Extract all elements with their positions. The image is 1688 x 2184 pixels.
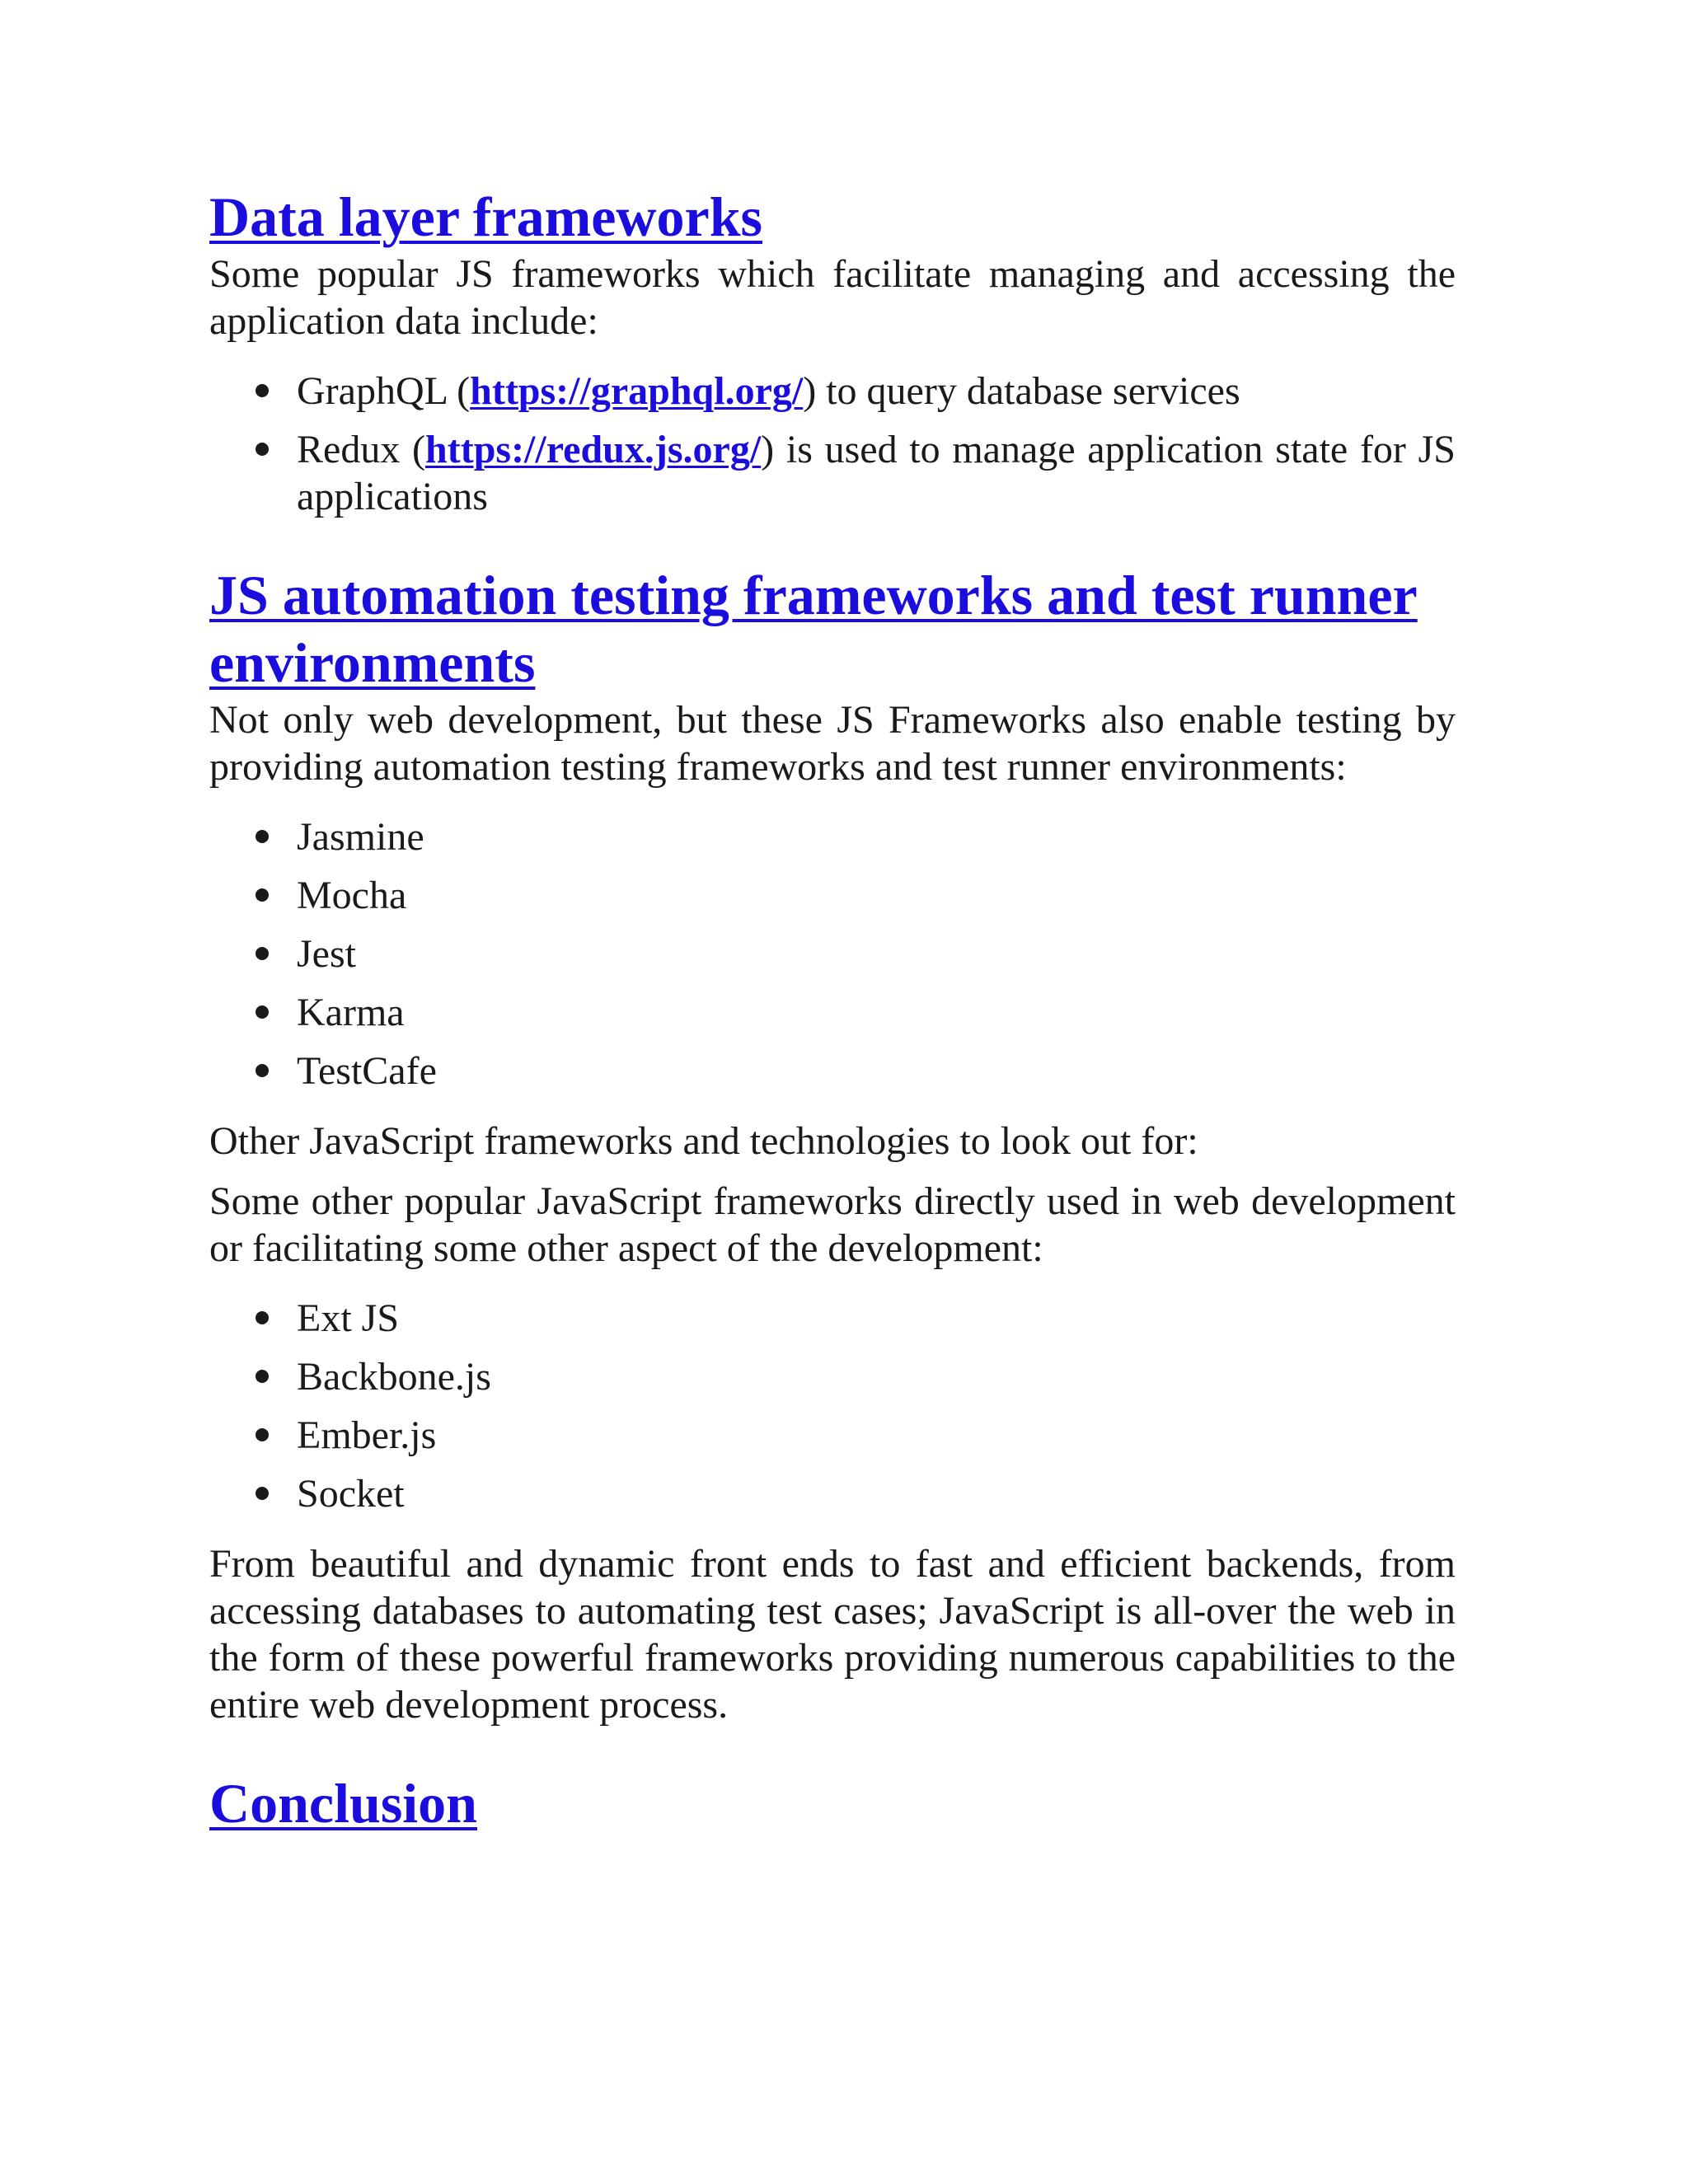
heading-data-layer-frameworks-link[interactable]: Data layer frameworks xyxy=(209,185,763,248)
list-item: Ext JS xyxy=(297,1295,1456,1342)
list-item: TestCafe xyxy=(297,1047,1456,1094)
heading-js-automation-testing xyxy=(209,561,1456,696)
heading-data-layer-frameworks xyxy=(209,183,1456,251)
bullet-icon xyxy=(256,1311,269,1324)
testing-list xyxy=(209,813,1456,1094)
list-item: Jasmine xyxy=(297,813,1456,860)
heading-conclusion-link[interactable]: Conclusion xyxy=(209,1772,477,1835)
bullet-icon xyxy=(256,1064,269,1077)
bullet-icon xyxy=(256,830,269,843)
bullet-icon xyxy=(256,1428,269,1441)
bullet-icon xyxy=(256,384,269,397)
document-page xyxy=(209,183,1456,1837)
redux-link[interactable]: https://redux.js.org/ xyxy=(425,428,762,471)
list-item: Jest xyxy=(297,930,1456,977)
bullet-icon xyxy=(256,888,269,902)
data-layer-intro: Some popular JS frameworks which facilitate managing and accessing the application data include: xyxy=(209,252,1456,343)
testing-intro: Not only web development, but these JS Frameworks also enable testing by providing automation testing frameworks and test runner environments: xyxy=(209,698,1456,789)
bullet-icon xyxy=(256,947,269,960)
list-item: Backbone.js xyxy=(297,1353,1456,1400)
heading-conclusion xyxy=(209,1769,1456,1837)
graphql-link[interactable]: https://graphql.org/ xyxy=(470,369,804,413)
other-frameworks-subheading: Other JavaScript frameworks and technologies to look out for: xyxy=(209,1119,1198,1163)
bullet-icon xyxy=(256,1487,269,1500)
bullet-icon xyxy=(256,443,269,456)
list-item: Karma xyxy=(297,989,1456,1036)
other-frameworks-intro: Some other popular JavaScript frameworks directly used in web development or facilitating some other aspect of the development: xyxy=(209,1179,1456,1270)
summary-paragraph: From beautiful and dynamic front ends to fast and efficient backends, from accessing databases to automating test cases; JavaScript is all-over the web in the form of these powerful frameworks providing numerous capabilities to the entire web development process. xyxy=(209,1542,1456,1727)
list-item-graphql: GraphQL (https://graphql.org/) to query database services xyxy=(297,368,1456,415)
other-frameworks-list xyxy=(209,1295,1456,1517)
list-item: Mocha xyxy=(297,872,1456,919)
data-layer-list xyxy=(209,368,1456,520)
list-item: Ember.js xyxy=(297,1412,1456,1459)
list-item: Socket xyxy=(297,1470,1456,1517)
bullet-icon xyxy=(256,1005,269,1019)
list-item-redux: Redux (https://redux.js.org/) is used to manage application state for JS applications xyxy=(297,426,1456,520)
bullet-icon xyxy=(256,1370,269,1383)
heading-js-automation-testing-link[interactable]: JS automation testing frameworks and test runner environments xyxy=(209,564,1418,694)
